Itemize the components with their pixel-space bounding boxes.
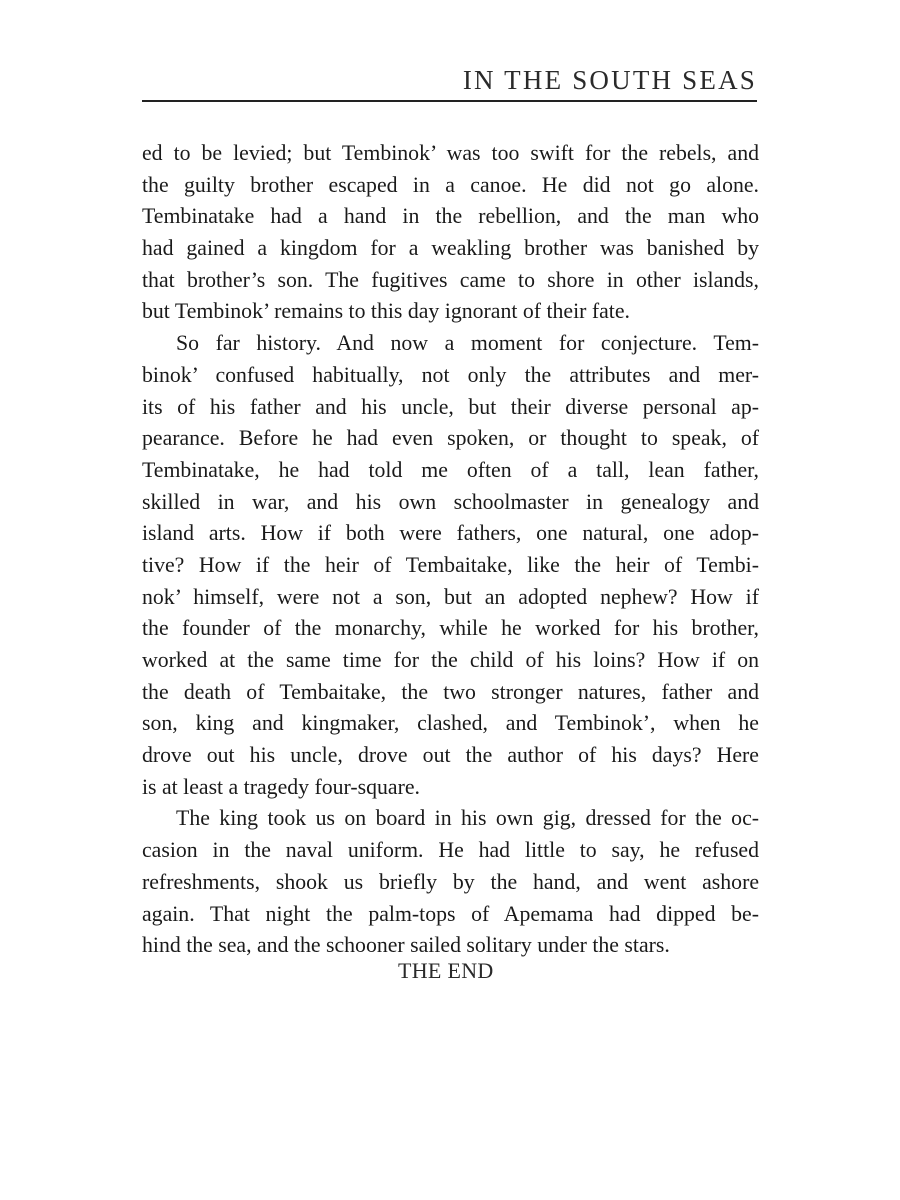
- text-line: but Tembinok’ remains to this day ignorant of their fate.: [142, 299, 630, 324]
- body-text: [142, 138, 759, 962]
- text-line: refreshments, shook us briefly by the hand, and went ashore: [142, 869, 759, 894]
- text-line: hind the sea, and the schooner sailed solitary under the stars.: [142, 933, 670, 958]
- text-line: the guilty brother escaped in a canoe. He did not go alone.: [142, 172, 759, 197]
- text-line: Tembinatake, he had told me often of a tall, lean father,: [142, 457, 759, 482]
- text-line: tive? How if the heir of Tembaitake, like the heir of Tembi-: [142, 552, 759, 577]
- text-line: worked at the same time for the child of his loins? How if on: [142, 648, 759, 672]
- text-line: had gained a kingdom for a weakling brother was banished by: [142, 236, 759, 261]
- text-line: skilled in war, and his own schoolmaster in genealogy and: [142, 489, 759, 514]
- text-line: drove out his uncle, drove out the author of his days? Here: [142, 743, 759, 768]
- text-line: the death of Tembaitake, the two stronger natures, father and: [142, 679, 759, 704]
- header-rule: [142, 100, 757, 102]
- text-line: its of his father and his uncle, but their diverse personal ap-: [142, 394, 759, 419]
- text-line: Tembinatake had a hand in the rebellion, and the man who: [142, 204, 759, 229]
- the-end-heading: THE END: [398, 958, 494, 983]
- text-line: nok’ himself, were not a son, but an adopted nephew? How if: [142, 584, 759, 609]
- text-line: that brother’s son. The fugitives came to shore in other islands,: [142, 267, 759, 292]
- text-line: pearance. Before he had even spoken, or thought to speak, of: [142, 426, 759, 451]
- text-line: the founder of the monarchy, while he worked for his brother,: [142, 616, 759, 641]
- running-head-title: IN THE SOUTH SEAS: [462, 65, 757, 95]
- text-line: casion in the naval uniform. He had little to say, he refused: [142, 838, 759, 863]
- text-line: again. That night the palm-tops of Apemama had dipped be-: [142, 901, 759, 926]
- text-line: island arts. How if both were fathers, one natural, one adop-: [142, 521, 759, 546]
- text-line: So far history. And now a moment for conjecture. Tem-: [176, 331, 759, 356]
- text-line: binok’ confused habitually, not only the attributes and mer-: [142, 362, 759, 387]
- text-line: is at least a tragedy four-square.: [142, 774, 420, 799]
- text-line: son, king and kingmaker, clashed, and Tembinok’, when he: [142, 711, 759, 736]
- text-line: ed to be levied; but Tembinok’ was too swift for the rebels, and: [142, 141, 759, 165]
- text-line: The king took us on board in his own gig, dressed for the oc-: [176, 806, 759, 831]
